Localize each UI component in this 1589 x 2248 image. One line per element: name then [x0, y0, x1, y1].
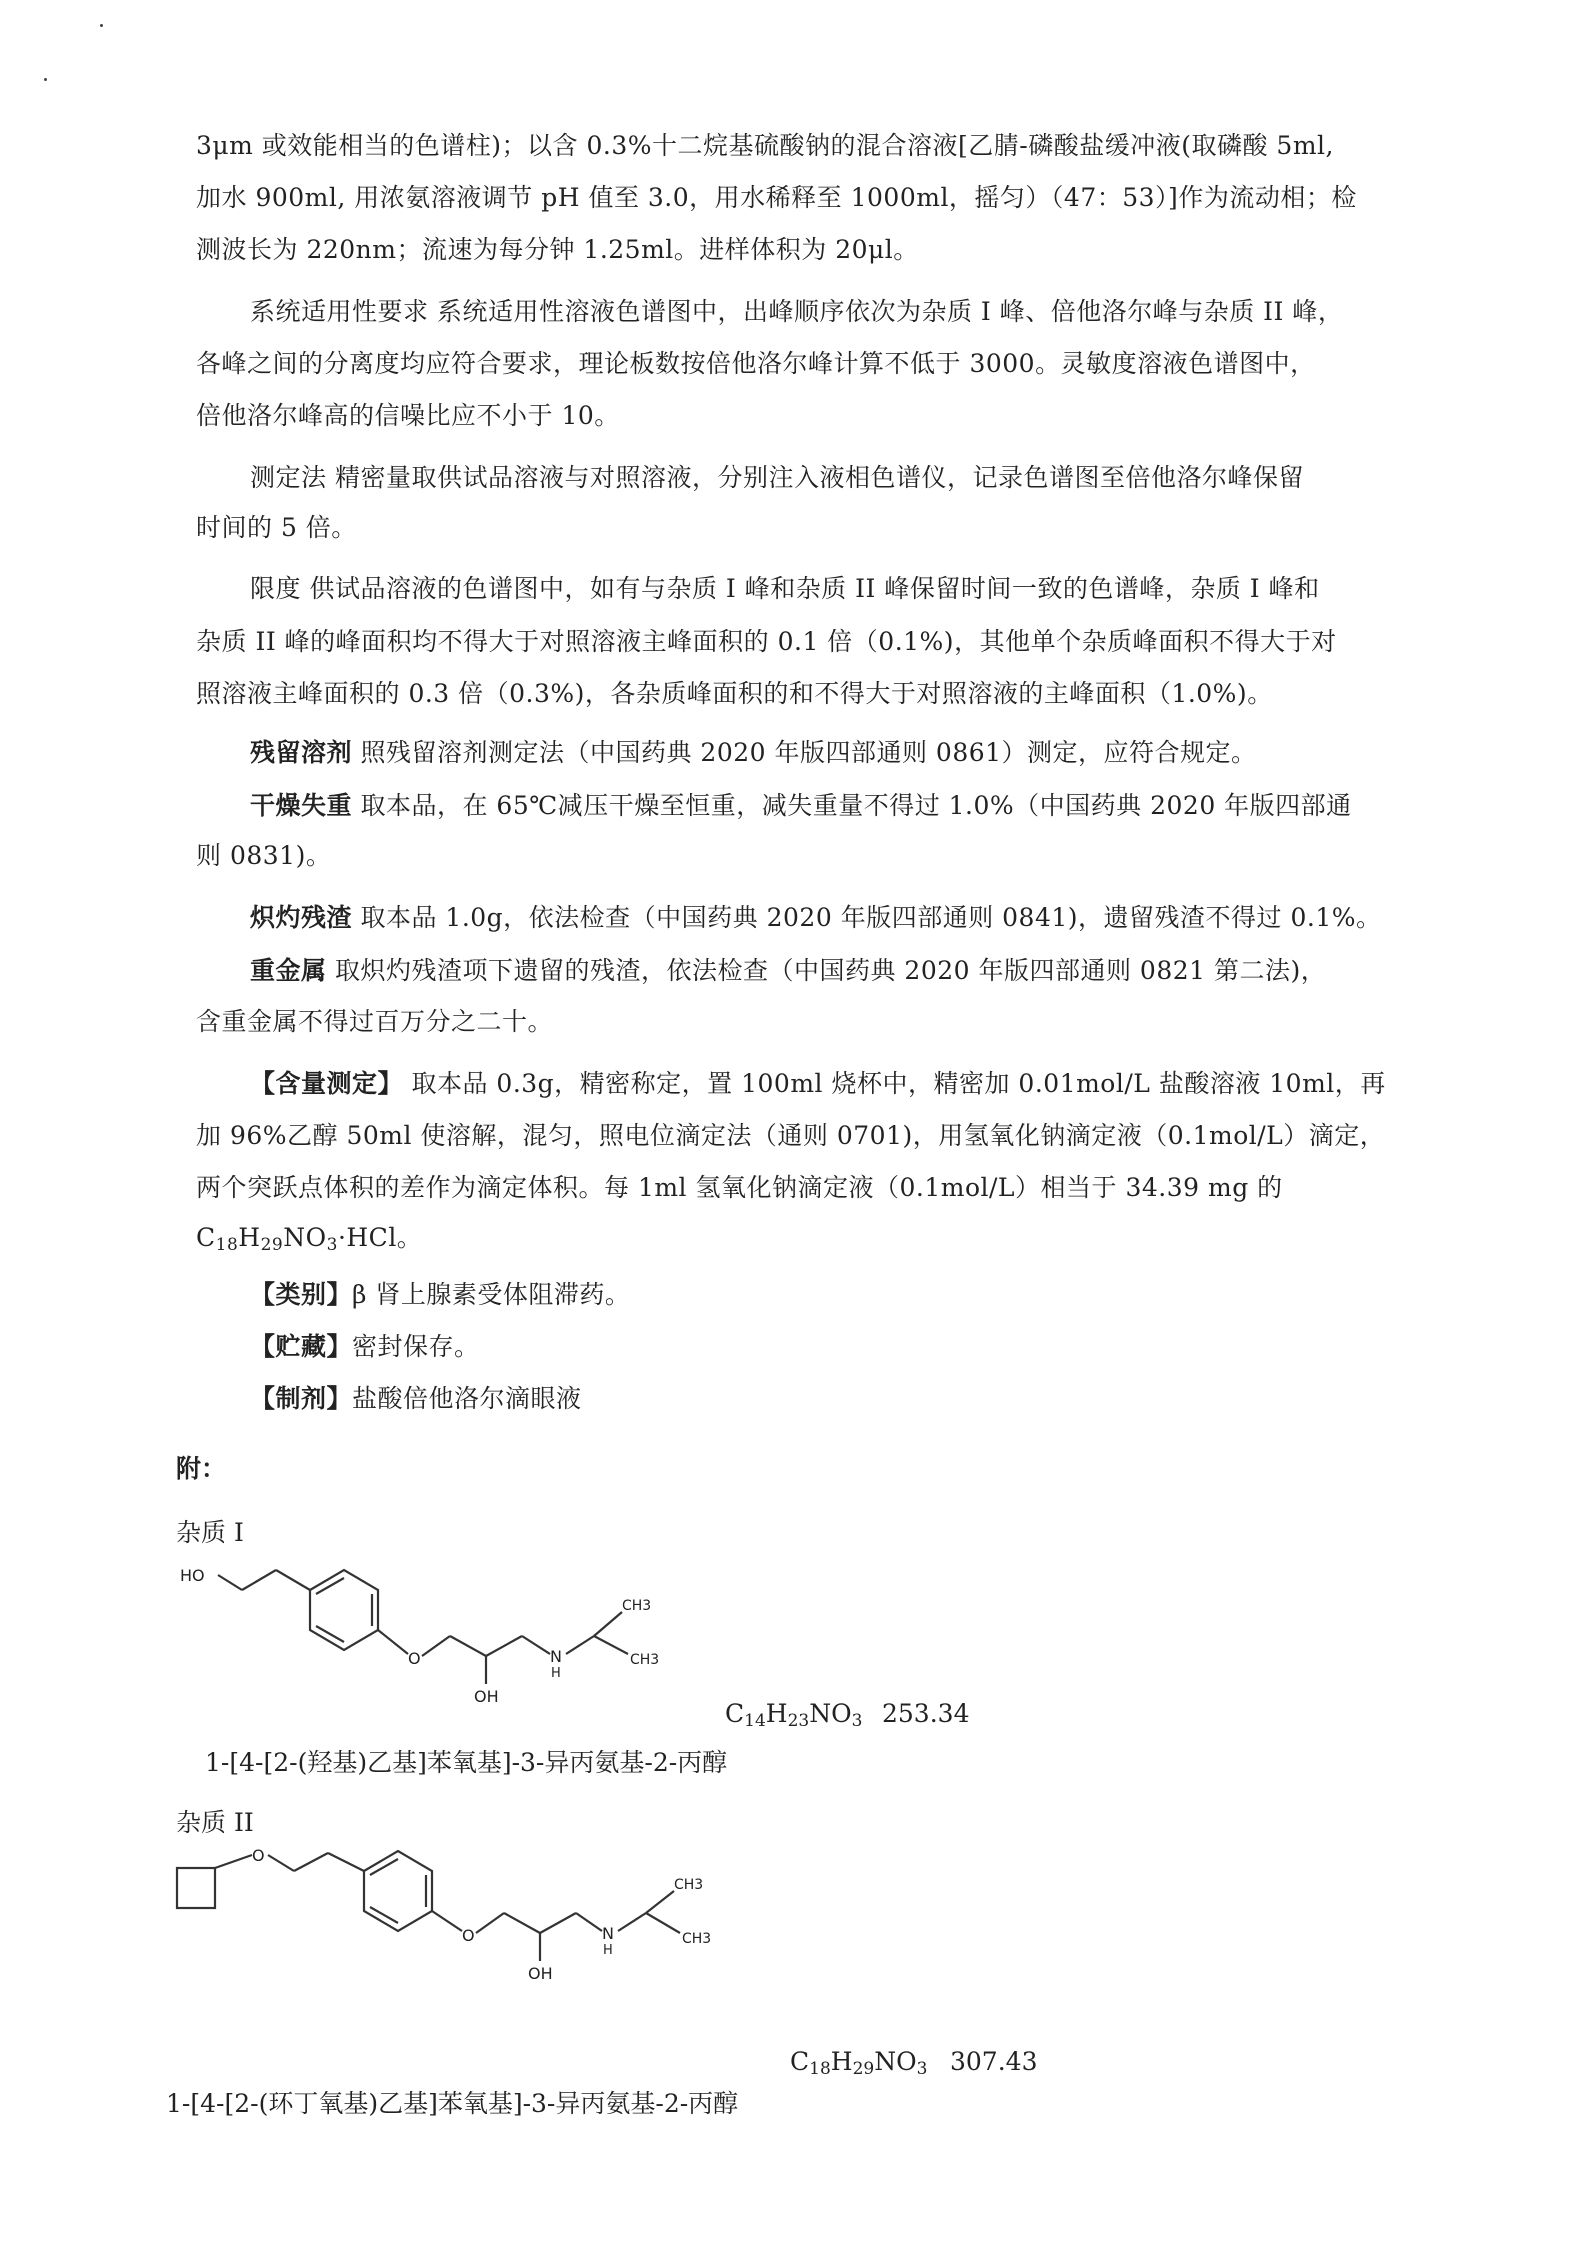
atom-label: OH	[528, 1964, 553, 1983]
impurity-2-formula: $C_{18}H_{29}NO_3$	[790, 2047, 928, 2079]
atom-label: HO	[180, 1566, 205, 1585]
text-line: 照溶液主峰面积的 0.3 倍（0.3%)，各杂质峰面积的和不得大于对照溶液的主峰面积（1.0%)。	[196, 679, 1273, 708]
impurity-2-structure	[160, 1845, 800, 2020]
atom-label: H	[551, 1666, 561, 1681]
storage-line: 【贮藏】密封保存。	[250, 1332, 480, 1361]
atom-label: H	[603, 1943, 613, 1958]
text-line: 含重金属不得过百万分之二十。	[196, 1007, 554, 1036]
section-heading: 残留溶剂	[250, 738, 353, 767]
atom-label: CH3	[622, 1598, 652, 1614]
text-line: 系统适用性要求 系统适用性溶液色谱图中，出峰顺序依次为杂质 I 峰、倍他洛尔峰与杂质 II 峰，	[250, 297, 1344, 326]
atom-label: O	[252, 1846, 265, 1865]
residual-solvent-line: 残留溶剂 照残留溶剂测定法（中国药典 2020 年版四部通则 0861）测定，应符合规定。	[250, 738, 1257, 767]
assay-line: 【含量测定】 取本品 0.3g，精密称定，置 100ml 烧杯中，精密加 0.01mol/L 盐酸溶液 10ml，再	[250, 1069, 1386, 1098]
atom-label: O	[462, 1926, 475, 1945]
text-line: 杂质 II 峰的峰面积均不得大于对照溶液主峰面积的 0.1 倍（0.1%)，其他单个杂质峰面积不得大于对	[196, 627, 1337, 656]
atom-label: CH3	[674, 1877, 704, 1893]
appendix-title: 附：	[176, 1454, 227, 1483]
assay-formula: $C_{18}H_{29}NO_3\cdot HCl$。	[196, 1223, 423, 1255]
category-line: 【类别】β 肾上腺素受体阻滞药。	[250, 1280, 631, 1309]
text-line: 时间的 5 倍。	[196, 513, 357, 542]
text-line: 测定法 精密量取供试品溶液与对照溶液，分别注入液相色谱仪，记录色谱图至倍他洛尔峰保留	[250, 463, 1304, 492]
section-heading: 干燥失重	[250, 791, 353, 820]
text-line: 加 96%乙醇 50ml 使溶解，混匀，照电位滴定法（通则 0701)，用氢氧化钠滴定液（0.1mol/L）滴定，	[196, 1121, 1386, 1150]
text-line: 两个突跃点体积的差作为滴定体积。每 1ml 氢氧化钠滴定液（0.1mol/L）相当于 34.39 mg 的	[196, 1173, 1283, 1202]
section-heading: 重金属	[250, 956, 327, 985]
impurity-1-structure	[170, 1550, 730, 1740]
impurity-1-label: 杂质 I	[176, 1518, 244, 1547]
section-heading: 【制剂】	[250, 1384, 353, 1413]
section-heading: 【类别】	[250, 1280, 353, 1309]
atom-label: N	[602, 1924, 614, 1943]
scan-speck	[44, 78, 47, 81]
text-line: 限度 供试品溶液的色谱图中，如有与杂质 I 峰和杂质 II 峰保留时间一致的色谱峰，杂质 I 峰和	[250, 574, 1320, 603]
atom-label: OH	[474, 1687, 499, 1706]
heavy-metals-line: 重金属 取炽灼残渣项下遗留的残渣，依法检查（中国药典 2020 年版四部通则 0821 第二法)，	[250, 956, 1327, 985]
impurity-1-formula: $C_{14}H_{23}NO_3$	[725, 1699, 863, 1731]
atom-label: O	[408, 1649, 421, 1668]
scan-speck	[100, 24, 103, 27]
impurity-1-name: 1-[4-[2-(羟基)乙基]苯氧基]-3-异丙氨基-2-丙醇	[205, 1748, 728, 1777]
preparation-line: 【制剂】盐酸倍他洛尔滴眼液	[250, 1384, 582, 1413]
section-heading: 【贮藏】	[250, 1332, 353, 1361]
text-line: 各峰之间的分离度均应符合要求，理论板数按倍他洛尔峰计算不低于 3000。灵敏度溶液色谱图中，	[196, 349, 1316, 378]
atom-label: N	[550, 1647, 562, 1666]
impurity-1-mw: 253.34	[882, 1699, 970, 1728]
text-line: 倍他洛尔峰高的信噪比应不小于 10。	[196, 401, 620, 430]
text-line: 则 0831)。	[196, 841, 332, 870]
section-heading: 炽灼残渣	[250, 903, 353, 932]
loss-on-drying-line: 干燥失重 取本品，在 65℃减压干燥至恒重，减失重量不得过 1.0%（中国药典 2020 年版四部通	[250, 791, 1352, 820]
atom-label: CH3	[682, 1931, 712, 1947]
text-line: 3μm 或效能相当的色谱柱)；以含 0.3%十二烷基硫酸钠的混合溶液[乙腈-磷酸盐缓冲液(取磷酸 5ml,	[196, 131, 1334, 160]
impurity-2-label: 杂质 II	[176, 1808, 254, 1837]
impurity-2-mw: 307.43	[950, 2047, 1038, 2076]
text-line: 测波长为 220nm；流速为每分钟 1.25ml。进样体积为 20μl。	[196, 235, 919, 264]
residue-on-ignition-line: 炽灼残渣 取本品 1.0g，依法检查（中国药典 2020 年版四部通则 0841)，遗留残渣不得过 0.1%。	[250, 903, 1382, 932]
text-line: 加水 900ml, 用浓氨溶液调节 pH 值至 3.0，用水稀释至 1000ml，摇匀）（47：53）]作为流动相；检	[196, 183, 1357, 212]
atom-label: CH3	[630, 1652, 660, 1668]
impurity-2-name: 1-[4-[2-(环丁氧基)乙基]苯氧基]-3-异丙氨基-2-丙醇	[166, 2089, 739, 2118]
section-heading: 【含量测定】	[250, 1069, 404, 1098]
